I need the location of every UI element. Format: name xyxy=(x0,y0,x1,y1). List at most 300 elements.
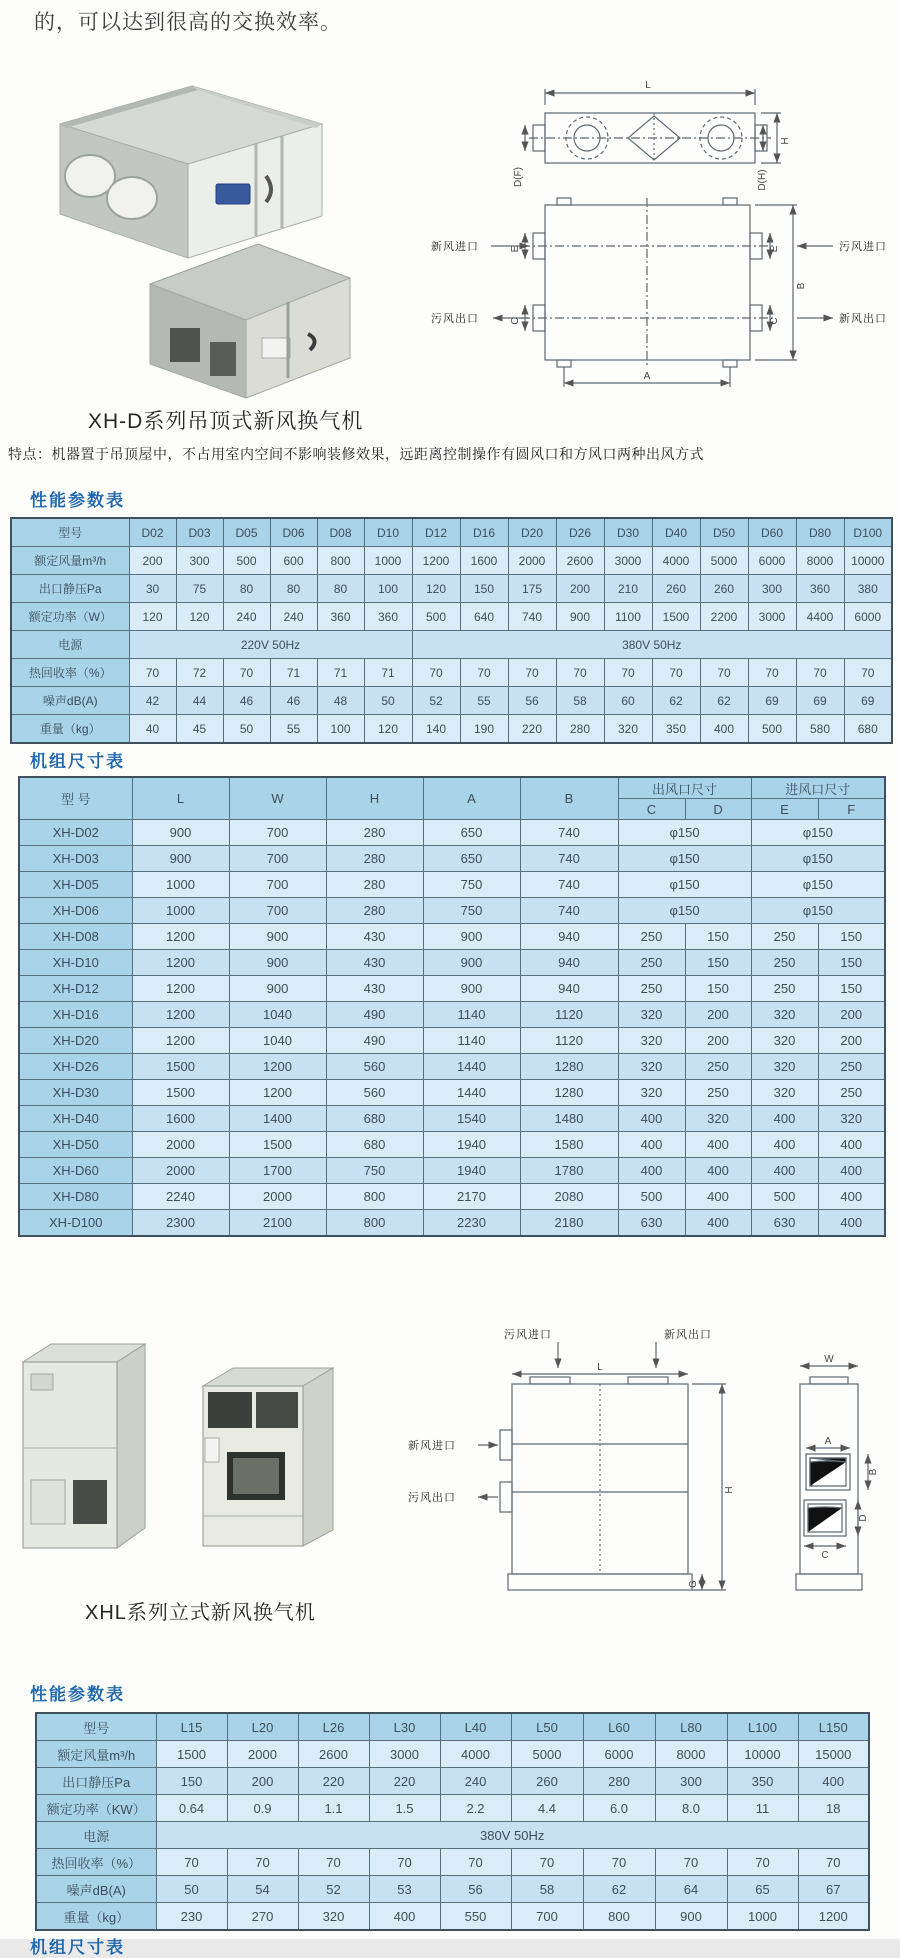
value-cell: 210 xyxy=(604,575,652,603)
value-cell: φ150 xyxy=(618,820,751,846)
value-cell: 1280 xyxy=(520,1080,618,1106)
value-cell: φ150 xyxy=(751,820,885,846)
row-label: 电源 xyxy=(11,631,129,659)
column-header-model: D08 xyxy=(317,518,364,547)
value-cell: 2180 xyxy=(520,1210,618,1237)
port-label-dirty-air-outlet-side: 污风出口 xyxy=(408,1492,456,1504)
value-cell: 58 xyxy=(556,687,604,715)
dim-label-W: W xyxy=(824,1354,834,1365)
performance-table-l xyxy=(35,1712,870,1931)
value-cell: 1120 xyxy=(520,1002,618,1028)
value-cell: 2000 xyxy=(508,547,556,575)
value-cell: 400 xyxy=(618,1106,685,1132)
value-cell: 250 xyxy=(818,1054,885,1080)
column-header-model: D06 xyxy=(270,518,317,547)
row-label: 热回收率（%） xyxy=(11,659,129,687)
value-cell: 1.5 xyxy=(369,1795,440,1822)
row-label: 额定功率（KW） xyxy=(36,1795,156,1822)
value-cell: 4000 xyxy=(652,547,700,575)
value-cell: 1940 xyxy=(423,1158,520,1184)
value-cell: 1200 xyxy=(132,1028,229,1054)
value-cell: 4.4 xyxy=(511,1795,583,1822)
value-cell: 15000 xyxy=(798,1741,869,1768)
value-cell: 300 xyxy=(655,1768,727,1795)
value-cell: 1480 xyxy=(520,1106,618,1132)
value-cell: 140 xyxy=(412,715,460,744)
value-cell: 70 xyxy=(156,1849,227,1876)
value-cell: 230 xyxy=(156,1903,227,1931)
value-cell: 2240 xyxy=(132,1184,229,1210)
value-cell: 5000 xyxy=(700,547,748,575)
value-cell: 42 xyxy=(129,687,176,715)
column-header-model: L100 xyxy=(727,1713,798,1741)
dim-label-C-left: C xyxy=(510,317,521,325)
column-header-model: L30 xyxy=(369,1713,440,1741)
row-label: 电源 xyxy=(36,1822,156,1849)
value-cell: 175 xyxy=(508,575,556,603)
value-cell: 220 xyxy=(369,1768,440,1795)
column-header: 型 号 xyxy=(19,777,132,820)
value-cell: 80 xyxy=(270,575,317,603)
value-cell: 740 xyxy=(520,872,618,898)
value-cell: 1280 xyxy=(520,1054,618,1080)
value-cell: 650 xyxy=(423,846,520,872)
intro-text: 的，可以达到很高的交换效率。 xyxy=(34,11,342,34)
value-cell: 900 xyxy=(423,950,520,976)
value-cell: 900 xyxy=(132,820,229,846)
value-cell: 1200 xyxy=(229,1080,326,1106)
value-cell: 400 xyxy=(818,1132,885,1158)
model-cell: XH-D20 xyxy=(19,1028,132,1054)
value-cell: 2000 xyxy=(229,1184,326,1210)
value-cell: 70 xyxy=(223,659,270,687)
value-cell: 680 xyxy=(844,715,892,744)
value-cell: 360 xyxy=(317,603,364,631)
dimension-diagram-ceiling xyxy=(425,55,900,400)
series-l-title: XHL系列立式新风换气机 xyxy=(85,1602,316,1624)
column-header-model: D16 xyxy=(460,518,508,547)
value-cell: 800 xyxy=(326,1184,423,1210)
value-cell: 740 xyxy=(508,603,556,631)
value-cell: 62 xyxy=(700,687,748,715)
value-cell: 1500 xyxy=(156,1741,227,1768)
value-cell: 220V 50Hz xyxy=(129,631,412,659)
column-header-model: L60 xyxy=(583,1713,655,1741)
value-cell: 1200 xyxy=(132,924,229,950)
value-cell: 70 xyxy=(796,659,844,687)
value-cell: 640 xyxy=(460,603,508,631)
value-cell: 270 xyxy=(227,1903,298,1931)
value-cell: 2000 xyxy=(132,1132,229,1158)
dim-label-E-left: E xyxy=(510,245,521,253)
dim-label-B: B xyxy=(796,282,807,290)
value-cell: 3000 xyxy=(369,1741,440,1768)
value-cell: 400 xyxy=(751,1106,818,1132)
value-cell: 2600 xyxy=(556,547,604,575)
value-cell: 320 xyxy=(604,715,652,744)
ceiling-unit-photo-2 xyxy=(150,244,350,398)
value-cell: 46 xyxy=(223,687,270,715)
value-cell: 70 xyxy=(652,659,700,687)
value-cell: 80 xyxy=(317,575,364,603)
value-cell: 220 xyxy=(508,715,556,744)
dim-label-DF: D(F) xyxy=(513,167,524,187)
column-header-model: D20 xyxy=(508,518,556,547)
value-cell: 62 xyxy=(652,687,700,715)
column-header: W xyxy=(229,777,326,820)
value-cell: 6.0 xyxy=(583,1795,655,1822)
value-cell: 320 xyxy=(751,1002,818,1028)
product-photo-floor-units xyxy=(15,1330,350,1585)
value-cell: 150 xyxy=(685,976,751,1002)
value-cell: 62 xyxy=(583,1876,655,1903)
value-cell: 75 xyxy=(176,575,223,603)
value-cell: 740 xyxy=(520,898,618,924)
column-header-model: L150 xyxy=(798,1713,869,1741)
value-cell: 900 xyxy=(132,846,229,872)
row-label: 出口静压Pa xyxy=(11,575,129,603)
value-cell: 70 xyxy=(440,1849,511,1876)
control-box xyxy=(216,184,250,204)
value-cell: 4000 xyxy=(440,1741,511,1768)
value-cell: 250 xyxy=(751,950,818,976)
column-header-model: D02 xyxy=(129,518,176,547)
value-cell: 250 xyxy=(751,976,818,1002)
value-cell: 260 xyxy=(700,575,748,603)
value-cell: 200 xyxy=(685,1028,751,1054)
value-cell: 100 xyxy=(364,575,412,603)
value-cell: 150 xyxy=(156,1768,227,1795)
dimension-table-d xyxy=(18,776,886,1237)
value-cell: 400 xyxy=(818,1210,885,1237)
value-cell: 1500 xyxy=(132,1054,229,1080)
value-cell: 700 xyxy=(229,846,326,872)
value-cell: 150 xyxy=(818,950,885,976)
value-cell: 800 xyxy=(317,547,364,575)
model-cell: XH-D40 xyxy=(19,1106,132,1132)
ceiling-unit-photo-1 xyxy=(60,86,322,258)
value-cell: 58 xyxy=(511,1876,583,1903)
value-cell: 10000 xyxy=(844,547,892,575)
value-cell: 350 xyxy=(652,715,700,744)
row-label-header: 型号 xyxy=(36,1713,156,1741)
value-cell: 1500 xyxy=(132,1080,229,1106)
value-cell: 56 xyxy=(440,1876,511,1903)
floor-unit-photo-1 xyxy=(23,1344,145,1548)
dim-label-A: A xyxy=(643,371,651,382)
value-cell: 44 xyxy=(176,687,223,715)
value-cell: 60 xyxy=(604,687,652,715)
value-cell: 700 xyxy=(229,820,326,846)
column-header-model: D05 xyxy=(223,518,270,547)
value-cell: 240 xyxy=(440,1768,511,1795)
value-cell: 1100 xyxy=(604,603,652,631)
dim-label-DH: D(H) xyxy=(757,169,768,191)
dim-label-H: H xyxy=(724,1486,735,1494)
value-cell: 380 xyxy=(844,575,892,603)
dim-label-H: H xyxy=(780,137,791,145)
value-cell: 1400 xyxy=(229,1106,326,1132)
column-header-model: D50 xyxy=(700,518,748,547)
port-label-dirty-air-outlet: 污风出口 xyxy=(431,313,479,325)
value-cell: 280 xyxy=(583,1768,655,1795)
value-cell: 900 xyxy=(556,603,604,631)
value-cell: 70 xyxy=(412,659,460,687)
value-cell: 48 xyxy=(317,687,364,715)
value-cell: 30 xyxy=(129,575,176,603)
value-cell: 560 xyxy=(326,1080,423,1106)
value-cell: 750 xyxy=(326,1158,423,1184)
value-cell: 1.1 xyxy=(298,1795,369,1822)
value-cell: 150 xyxy=(460,575,508,603)
column-header-model: L15 xyxy=(156,1713,227,1741)
value-cell: 320 xyxy=(618,1002,685,1028)
value-cell: 280 xyxy=(326,872,423,898)
column-header-model: D80 xyxy=(796,518,844,547)
value-cell: 70 xyxy=(583,1849,655,1876)
value-cell: 580 xyxy=(796,715,844,744)
column-header-model: D40 xyxy=(652,518,700,547)
value-cell: 320 xyxy=(618,1080,685,1106)
value-cell: 71 xyxy=(317,659,364,687)
row-label: 额定功率（W） xyxy=(11,603,129,631)
column-header-model: D30 xyxy=(604,518,652,547)
value-cell: 200 xyxy=(818,1028,885,1054)
value-cell: 120 xyxy=(412,575,460,603)
model-cell: XH-D100 xyxy=(19,1210,132,1237)
value-cell: 40 xyxy=(129,715,176,744)
value-cell: 55 xyxy=(460,687,508,715)
value-cell: 360 xyxy=(796,575,844,603)
value-cell: 220 xyxy=(298,1768,369,1795)
value-cell: φ150 xyxy=(751,872,885,898)
model-cell: XH-D60 xyxy=(19,1158,132,1184)
value-cell: 500 xyxy=(618,1184,685,1210)
row-label: 重量（kg） xyxy=(36,1903,156,1931)
floor-unit-photo-2 xyxy=(203,1368,333,1546)
column-header-model: L26 xyxy=(298,1713,369,1741)
value-cell: 900 xyxy=(229,924,326,950)
model-cell: XH-D08 xyxy=(19,924,132,950)
value-cell: 70 xyxy=(798,1849,869,1876)
value-cell: 50 xyxy=(364,687,412,715)
value-cell: 50 xyxy=(156,1876,227,1903)
value-cell: 400 xyxy=(751,1158,818,1184)
value-cell: 0.64 xyxy=(156,1795,227,1822)
value-cell: 53 xyxy=(369,1876,440,1903)
column-header-model: L80 xyxy=(655,1713,727,1741)
value-cell: 320 xyxy=(618,1054,685,1080)
value-cell: 490 xyxy=(326,1028,423,1054)
value-cell: 150 xyxy=(818,924,885,950)
value-cell: 80 xyxy=(223,575,270,603)
row-label: 噪声dB(A) xyxy=(11,687,129,715)
value-cell: 69 xyxy=(748,687,796,715)
value-cell: 750 xyxy=(423,872,520,898)
model-cell: XH-D12 xyxy=(19,976,132,1002)
value-cell: 1000 xyxy=(132,898,229,924)
value-cell: 630 xyxy=(751,1210,818,1237)
dim-table-title-d: 机组尺寸表 xyxy=(30,752,125,771)
column-subheader: C xyxy=(618,799,685,820)
value-cell: 400 xyxy=(685,1210,751,1237)
value-cell: 70 xyxy=(511,1849,583,1876)
value-cell: 600 xyxy=(270,547,317,575)
value-cell: 1120 xyxy=(520,1028,618,1054)
value-cell: 3000 xyxy=(748,603,796,631)
value-cell: 900 xyxy=(423,924,520,950)
value-cell: 2080 xyxy=(520,1184,618,1210)
value-cell: 70 xyxy=(129,659,176,687)
column-subheader: F xyxy=(818,799,885,820)
value-cell: 4400 xyxy=(796,603,844,631)
value-cell: 2230 xyxy=(423,1210,520,1237)
value-cell: 740 xyxy=(520,846,618,872)
value-cell: 500 xyxy=(748,715,796,744)
model-cell: XH-D16 xyxy=(19,1002,132,1028)
value-cell: 280 xyxy=(556,715,604,744)
value-cell: 54 xyxy=(227,1876,298,1903)
value-cell: 70 xyxy=(700,659,748,687)
column-header-model: D12 xyxy=(412,518,460,547)
row-label: 出口静压Pa xyxy=(36,1768,156,1795)
value-cell: 800 xyxy=(583,1903,655,1931)
model-cell: XH-D06 xyxy=(19,898,132,924)
value-cell: 1000 xyxy=(132,872,229,898)
value-cell: 490 xyxy=(326,1002,423,1028)
value-cell: 1200 xyxy=(798,1903,869,1931)
row-label-header: 型号 xyxy=(11,518,129,547)
value-cell: 320 xyxy=(751,1028,818,1054)
value-cell: 150 xyxy=(685,924,751,950)
model-cell: XH-D30 xyxy=(19,1080,132,1106)
value-cell: 70 xyxy=(227,1849,298,1876)
value-cell: 320 xyxy=(751,1054,818,1080)
value-cell: 350 xyxy=(727,1768,798,1795)
value-cell: 120 xyxy=(176,603,223,631)
value-cell: 900 xyxy=(229,976,326,1002)
value-cell: 750 xyxy=(423,898,520,924)
value-cell: 1440 xyxy=(423,1080,520,1106)
value-cell: 70 xyxy=(748,659,796,687)
value-cell: 70 xyxy=(298,1849,369,1876)
dimension-diagram-floor xyxy=(400,1322,895,1627)
value-cell: 680 xyxy=(326,1132,423,1158)
value-cell: 2300 xyxy=(132,1210,229,1237)
value-cell: 70 xyxy=(655,1849,727,1876)
value-cell: 550 xyxy=(440,1903,511,1931)
value-cell: 320 xyxy=(685,1106,751,1132)
value-cell: 630 xyxy=(618,1210,685,1237)
dim-label-B: B xyxy=(868,1468,879,1476)
value-cell: 1540 xyxy=(423,1106,520,1132)
value-cell: 940 xyxy=(520,976,618,1002)
value-cell: 1940 xyxy=(423,1132,520,1158)
row-label: 额定风量m³/h xyxy=(36,1741,156,1768)
value-cell: 700 xyxy=(229,872,326,898)
value-cell: φ150 xyxy=(618,898,751,924)
value-cell: 400 xyxy=(700,715,748,744)
value-cell: 1040 xyxy=(229,1028,326,1054)
value-cell: 1000 xyxy=(727,1903,798,1931)
column-header: H xyxy=(326,777,423,820)
value-cell: 120 xyxy=(364,715,412,744)
value-cell: 1500 xyxy=(229,1132,326,1158)
value-cell: 400 xyxy=(369,1903,440,1931)
value-cell: 45 xyxy=(176,715,223,744)
value-cell: 1600 xyxy=(460,547,508,575)
value-cell: 50 xyxy=(223,715,270,744)
value-cell: 2200 xyxy=(700,603,748,631)
series-d-features: 特点：机器置于吊顶屋中，不占用室内空间不影响装修效果，远距离控制操作有圆风口和方风口两种出风方式 xyxy=(8,446,704,462)
value-cell: 1200 xyxy=(412,547,460,575)
value-cell: 250 xyxy=(818,1080,885,1106)
value-cell: 2170 xyxy=(423,1184,520,1210)
value-cell: 380V 50Hz xyxy=(156,1822,869,1849)
value-cell: 1000 xyxy=(364,547,412,575)
value-cell: 1780 xyxy=(520,1158,618,1184)
value-cell: 11 xyxy=(727,1795,798,1822)
dim-label-D: D xyxy=(858,1514,869,1522)
value-cell: 18 xyxy=(798,1795,869,1822)
value-cell: 1500 xyxy=(652,603,700,631)
dim-label-L: L xyxy=(597,1362,603,1373)
value-cell: 46 xyxy=(270,687,317,715)
value-cell: 320 xyxy=(298,1903,369,1931)
port-label-fresh-air-inlet-side: 新风进口 xyxy=(408,1440,456,1452)
value-cell: 1440 xyxy=(423,1054,520,1080)
dim-label-E-right: E xyxy=(769,245,780,253)
value-cell: 55 xyxy=(270,715,317,744)
value-cell: φ150 xyxy=(751,846,885,872)
value-cell: 250 xyxy=(618,976,685,1002)
value-cell: 250 xyxy=(618,950,685,976)
model-cell: XH-D80 xyxy=(19,1184,132,1210)
value-cell: 70 xyxy=(604,659,652,687)
port-label-dirty-air-inlet-top: 污风进口 xyxy=(504,1329,552,1341)
model-cell: XH-D05 xyxy=(19,872,132,898)
value-cell: 320 xyxy=(751,1080,818,1106)
value-cell: 360 xyxy=(364,603,412,631)
dim-label-C: C xyxy=(821,1550,829,1561)
value-cell: 56 xyxy=(508,687,556,715)
value-cell: 70 xyxy=(460,659,508,687)
value-cell: 430 xyxy=(326,924,423,950)
product-photo-ceiling-units xyxy=(20,66,350,401)
value-cell: 2600 xyxy=(298,1741,369,1768)
value-cell: 250 xyxy=(751,924,818,950)
dim-label-L: L xyxy=(645,80,651,91)
value-cell: 400 xyxy=(618,1158,685,1184)
value-cell: 100 xyxy=(317,715,364,744)
value-cell: 2000 xyxy=(227,1741,298,1768)
value-cell: 70 xyxy=(556,659,604,687)
series-d-title: XH-D系列吊顶式新风换气机 xyxy=(88,410,364,433)
value-cell: 0.9 xyxy=(227,1795,298,1822)
value-cell: 250 xyxy=(685,1054,751,1080)
model-cell: XH-D03 xyxy=(19,846,132,872)
dim-label-C-right: C xyxy=(769,317,780,325)
value-cell: 560 xyxy=(326,1054,423,1080)
value-cell: 250 xyxy=(685,1080,751,1106)
value-cell: 740 xyxy=(520,820,618,846)
value-cell: 500 xyxy=(223,547,270,575)
perf-table-title-d: 性能参数表 xyxy=(30,491,125,510)
value-cell: 400 xyxy=(685,1184,751,1210)
value-cell: 70 xyxy=(844,659,892,687)
value-cell: 70 xyxy=(508,659,556,687)
value-cell: 700 xyxy=(229,898,326,924)
